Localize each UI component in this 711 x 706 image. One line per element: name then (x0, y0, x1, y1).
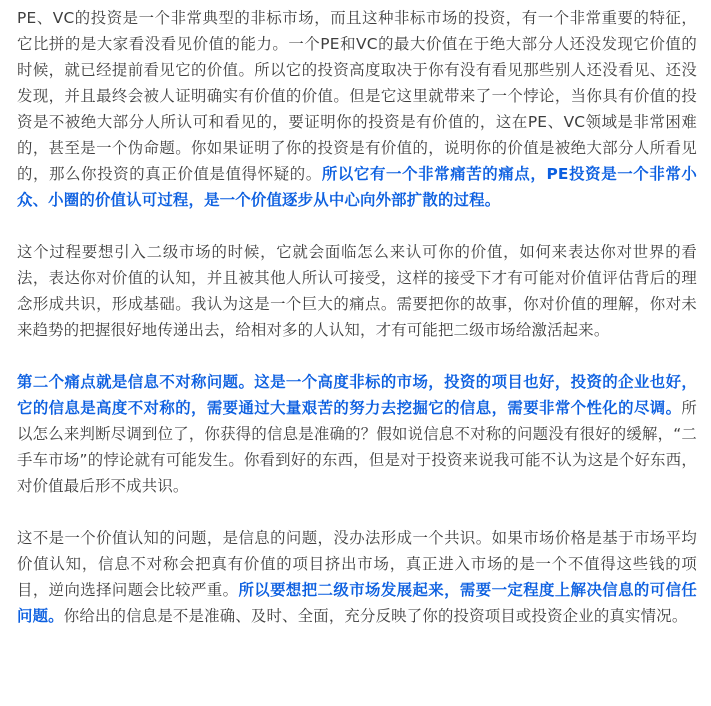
paragraph-3-text: 所以怎么来判断尽调到位了，你获得的信息是准确的？假如说信息不对称的问题没有很好的缓解，“二手车市场”的悖论就有可能发生。你看到好的东西，但是对于投资来说我可能不认为这是个好东西，对价值最后形不成共识。 (17, 399, 697, 495)
paragraph-3 (17, 369, 697, 499)
paragraph-4-text-end: 你给出的信息是不是准确、及时、全面，充分反映了你的投资项目或投资企业的真实情况。 (63, 607, 688, 625)
paragraph-2 (17, 239, 697, 343)
paragraph-1-text: PE、VC的投资是一个非常典型的非标市场，而且这种非标市场的投资，有一个非常重要的特征，它比拼的是大家看没看见价值的能力。一个PE和VC的最大价值在于绝大部分人还没发现它价值的时候，就已经提前看见它的价值。所以它的投资高度取决于你有没有看见那些别人还没看见、还没发现，并且最终会被人证明确实有价值的价值。但是它这里就带来了一个悖论，当你具有价值的投资是不被绝大部分人所认可和看见的，要证明你的投资是有价值的，这在PE、VC领域是非常困难的，甚至是一个伪命题。你如果证明了你的投资是有价值的，说明你的价值是被绝大部分人所看见的，那么你投资的真正价值是值得怀疑的。 (17, 9, 697, 183)
paragraph-4-text: 这不是一个价值认知的问题，是信息的问题，没办法形成一个共识。如果市场价格是基于市场平均价值认知，信息不对称会把真有价值的项目挤出市场，真正进入市场的是一个不值得这些钱的项目，逆向选择问题会比较严重。 (17, 529, 697, 599)
paragraph-4-highlight: 所以要想把二级市场发展起来，需要一定程度上解决信息的可信任问题。 (17, 581, 697, 625)
paragraph-3-highlight: 第二个痛点就是信息不对称问题。这是一个高度非标的市场，投资的项目也好，投资的企业也好，它的信息是高度不对称的，需要通过大量艰苦的努力去挖掘它的信息，需要非常个性化的尽调。 (17, 373, 697, 417)
article-body (17, 5, 697, 655)
paragraph-2-text: 这个过程要想引入二级市场的时候，它就会面临怎么来认可你的价值，如何来表达你对世界的看法，表达你对价值的认知，并且被其他人所认可接受，这样的接受下才有可能对价值评估背后的理念形成共识，形成基础。我认为这是一个巨大的痛点。需要把你的故事，你对价值的理解，你对未来趋势的把握很好地传递出去，给相对多的人认知，才有可能把二级市场给激活起来。 (17, 243, 697, 339)
paragraph-1 (17, 5, 697, 213)
paragraph-1-highlight: 所以它有一个非常痛苦的痛点，PE投资是一个非常小众、小圈的价值认可过程，是一个价值逐步从中心向外部扩散的过程。 (17, 165, 697, 209)
paragraph-4 (17, 525, 697, 629)
